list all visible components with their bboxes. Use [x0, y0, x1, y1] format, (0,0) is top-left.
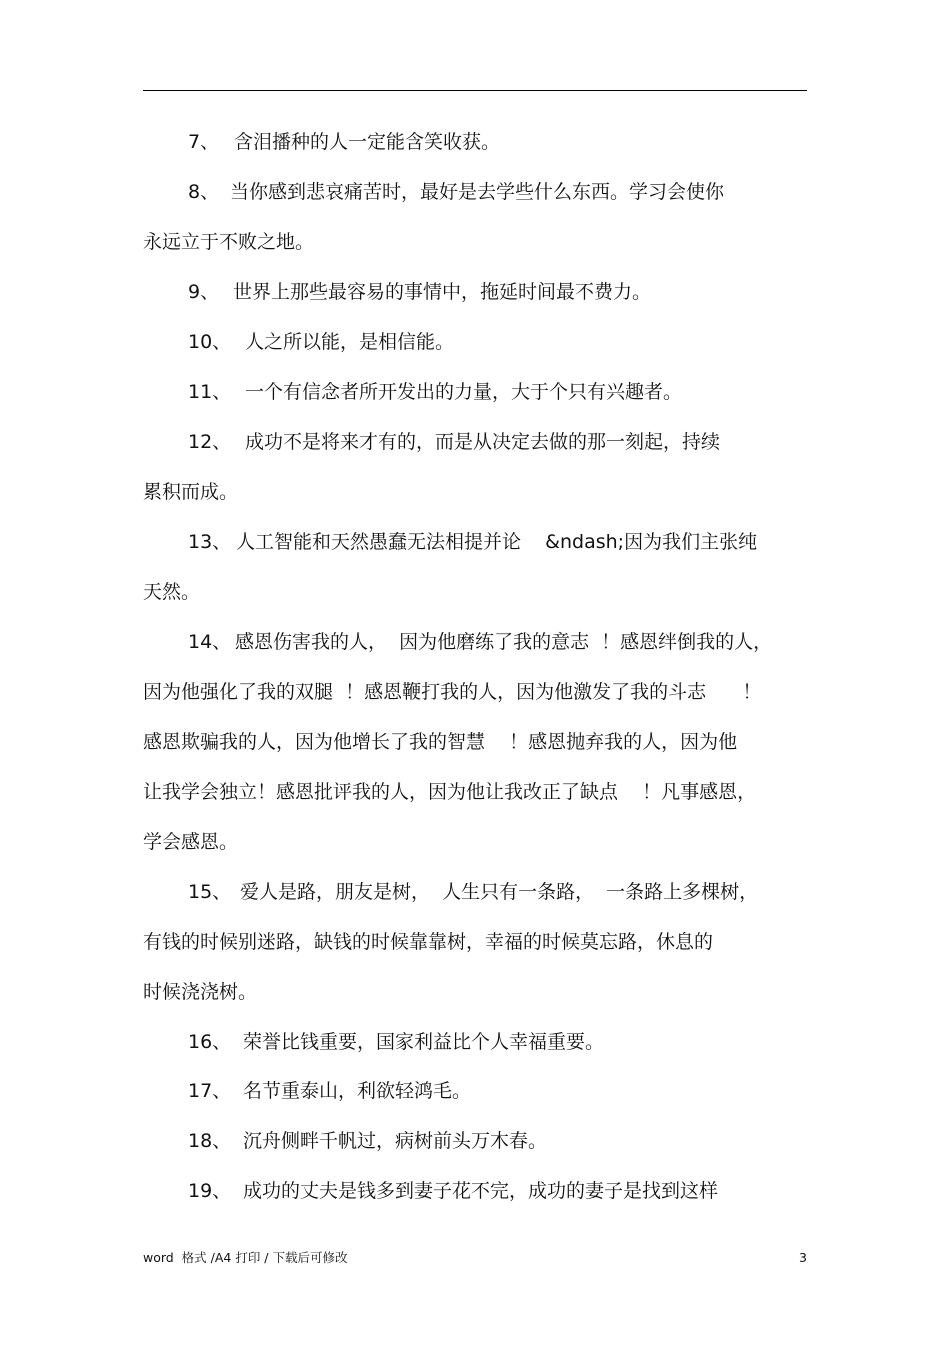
paragraph-line [188, 1030, 852, 1054]
paragraph-line [188, 330, 852, 354]
item-number: 11、 [188, 381, 232, 403]
paragraph-line [143, 780, 807, 804]
line-text: 名节重泰山，利欲轻鸿毛。 [243, 1080, 472, 1102]
item-number: 19、 [188, 1180, 232, 1202]
line-text: 时候浇浇树。 [143, 981, 258, 1003]
paragraph-line [188, 1129, 852, 1153]
header-rule [143, 90, 807, 91]
line-text: 永远立于不败之地。 [143, 231, 315, 253]
line-text: 学会感恩。 [143, 831, 239, 853]
line-text: 因为他强化了我的双腿 ！感恩鞭打我的人，因为他激发了我的斗志 ！ [143, 681, 762, 703]
paragraph-line [188, 880, 852, 904]
line-text: 累积而成。 [143, 481, 239, 503]
line-text: 感恩伤害我的人， 因为他磨练了我的意志 ！感恩绊倒我的人， [235, 631, 773, 653]
line-text: 爱人是路，朋友是树， 人生只有一条路， 一条路上多棵树， [240, 881, 759, 903]
paragraph-line [143, 480, 807, 504]
line-text: 当你感到悲哀痛苦时，最好是去学些什么东西。学习会使你 [230, 181, 725, 203]
paragraph-line [188, 280, 852, 304]
line-text: 荣誉比钱重要，国家利益比个人幸福重要。 [243, 1031, 605, 1053]
line-text: 成功不是将来才有的，而是从决定去做的那一刻起，持续 [245, 431, 721, 453]
line-text: 天然。 [143, 581, 201, 603]
paragraph-line [188, 380, 852, 404]
paragraph-line [188, 430, 852, 454]
paragraph-line [143, 580, 807, 604]
item-number: 7、 [188, 131, 220, 153]
paragraph-line [188, 130, 852, 154]
item-number: 16、 [188, 1031, 232, 1053]
line-text: 世界上那些最容易的事情中，拖延时间最不费力。 [233, 281, 652, 303]
line-text: 成功的丈夫是钱多到妻子花不完，成功的妻子是找到这样 [243, 1180, 719, 1202]
line-text: 人工智能和天然愚蠢无法相提并论 &ndash;因为我们主张纯 [236, 531, 758, 553]
line-text: 一个有信念者所开发出的力量，大于个只有兴趣者。 [245, 381, 683, 403]
item-number: 10、 [188, 331, 232, 353]
item-number: 17、 [188, 1080, 232, 1102]
line-text: 有钱的时候别迷路，缺钱的时候靠靠树，幸福的时候莫忘路，休息的 [143, 931, 714, 953]
page-number: 3 [799, 1250, 807, 1265]
item-number: 8、 [188, 181, 220, 203]
paragraph-line [188, 1179, 852, 1203]
paragraph-line [143, 980, 807, 1004]
line-text: 沉舟侧畔千帆过，病树前头万木春。 [243, 1130, 548, 1152]
paragraph-line [143, 680, 807, 704]
footer-note: word 格式 /A4 打印 / 下载后可修改 [143, 1250, 348, 1265]
paragraph-line [188, 630, 852, 654]
paragraph-line [143, 830, 807, 854]
item-number: 9、 [188, 281, 220, 303]
paragraph-line [143, 230, 807, 254]
item-number: 13、 [188, 531, 232, 553]
line-text: 感恩欺骗我的人，因为他增长了我的智慧 ！感恩抛弃我的人，因为他 [143, 731, 738, 753]
line-text: 让我学会独立！感恩批评我的人，因为他让我改正了缺点 ！凡事感恩， [143, 781, 757, 803]
paragraph-line [188, 530, 852, 554]
line-text: 人之所以能，是相信能。 [245, 331, 455, 353]
item-number: 14、 [188, 631, 232, 653]
line-text: 含泪播种的人一定能含笑收获。 [234, 131, 501, 153]
item-number: 12、 [188, 431, 232, 453]
item-number: 18、 [188, 1130, 232, 1152]
paragraph-line [143, 930, 807, 954]
paragraph-line [143, 730, 807, 754]
paragraph-line [188, 180, 852, 204]
item-number: 15、 [188, 881, 232, 903]
paragraph-line [188, 1079, 852, 1103]
